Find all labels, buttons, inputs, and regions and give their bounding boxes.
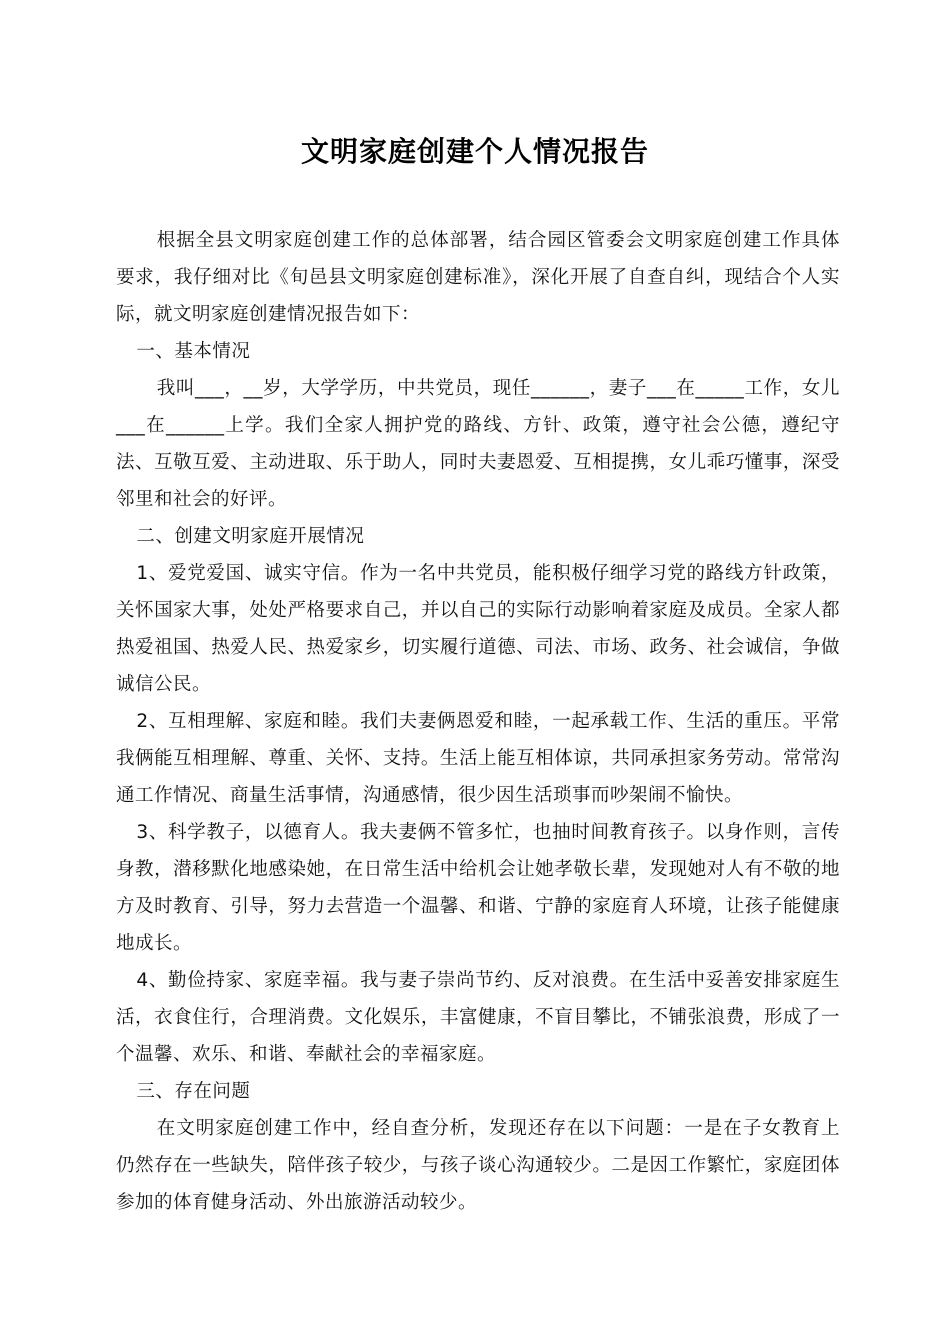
creation-item-1-paragraph: 1、爱党爱国、诚实守信。作为一名中共党员，能积极仔细学习党的路线方针政策，关怀国家大事，处处严格要求自己，并以自己的实际行动影响着家庭及成员。全家人都热爱祖国、热爱人民、热爱家乡，切实履行道德、司法、市场、政务、社会诚信，争做诚信公民。: [116, 563, 840, 695]
section-heading-problems: 三、存在问题: [136, 1081, 251, 1102]
document-body: [116, 222, 840, 1221]
creation-item-4-paragraph: 4、勤俭持家、家庭幸福。我与妻子崇尚节约、反对浪费。在生活中妥善安排家庭生活，衣食住行，合理消费。文化娱乐，丰富健康，不盲目攀比，不铺张浪费，形成了一个温馨、欢乐、和谐、奉献社会的幸福家庭。: [116, 970, 840, 1065]
basic-info-paragraph: 我叫___，__岁，大学学历，中共党员，现任______，妻子___在_____工作，女儿___在______上学。我们全家人拥护党的路线、方针、政策，遵守社会公德，遵纪守法、互敬互爱、主动进取、乐于助人，同时夫妻恩爱、互相提携，女儿乖巧懂事，深受邻里和社会的好评。: [116, 378, 840, 510]
document-title: 文明家庭创建个人情况报告: [300, 135, 649, 168]
section-heading-creation-status: 二、创建文明家庭开展情况: [136, 526, 365, 547]
creation-item-2-paragraph: 2、互相理解、家庭和睦。我们夫妻俩恩爱和睦，一起承载工作、生活的重压。平常我俩能互相理解、尊重、关怀、支持。生活上能互相体谅，共同承担家务劳动。常常沟通工作情况、商量生活事情，沟通感情，很少因生活琐事而吵架闹不愉快。: [116, 711, 840, 806]
intro-paragraph: 根据全县文明家庭创建工作的总体部署，结合园区管委会文明家庭创建工作具体要求，我仔细对比《旬邑县文明家庭创建标准》，深化开展了自查自纠，现结合个人实际，就文明家庭创建情况报告如下：: [116, 230, 840, 325]
problems-paragraph: 在文明家庭创建工作中，经自查分析，发现还存在以下问题：一是在子女教育上仍然存在一些缺失，陪伴孩子较少，与孩子谈心沟通较少。二是因工作繁忙，家庭团体参加的体育健身活动、外出旅游活动较少。: [116, 1118, 840, 1213]
section-heading-basic-info: 一、基本情况: [136, 341, 251, 362]
creation-item-3-paragraph: 3、科学教子，以德育人。我夫妻俩不管多忙，也抽时间教育孩子。以身作则，言传身教，潜移默化地感染她，在日常生活中给机会让她孝敬长辈，发现她对人有不敬的地方及时教育、引导，努力去营造一个温馨、和谐、宁静的家庭育人环境，让孩子能健康地成长。: [116, 822, 840, 954]
